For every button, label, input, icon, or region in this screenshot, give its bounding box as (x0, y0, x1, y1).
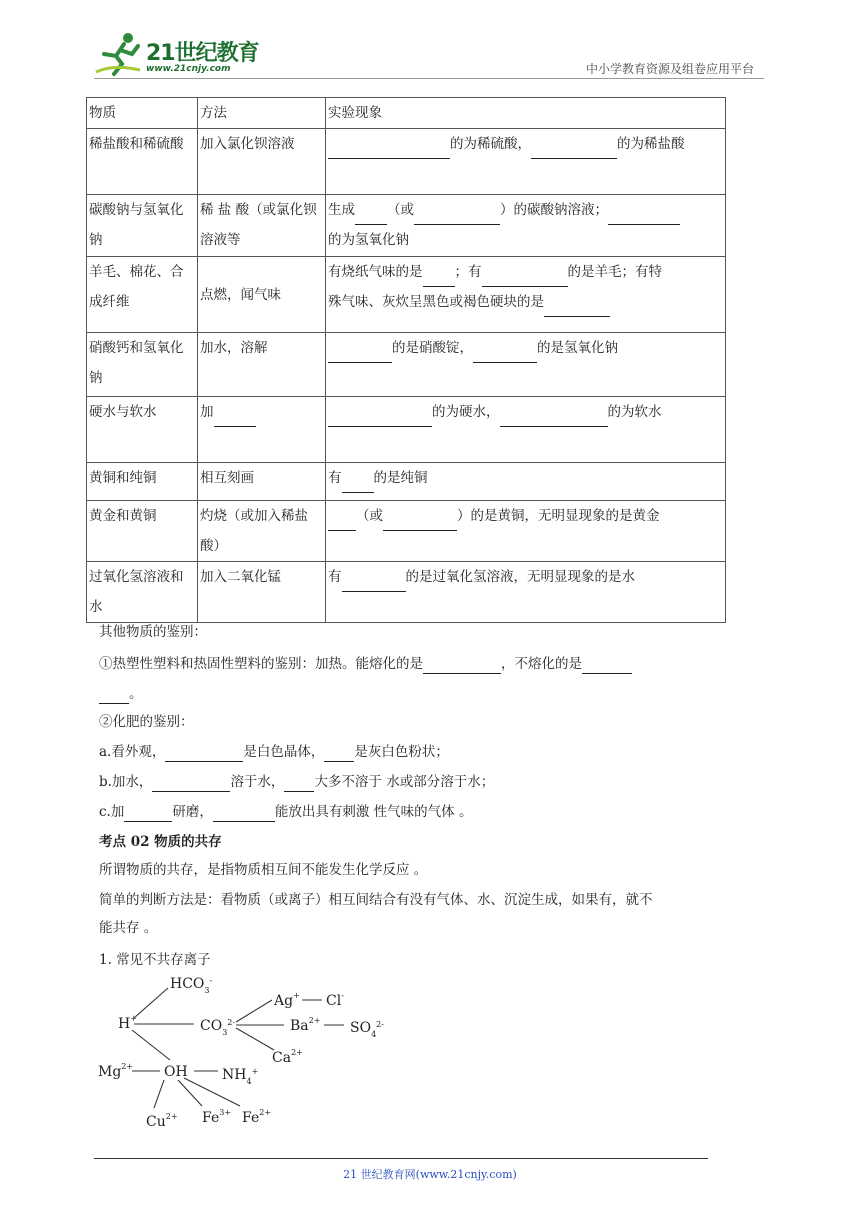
phenomenon-text: （或 (387, 202, 414, 218)
cell-phenomenon (326, 333, 726, 397)
table-header-row (87, 98, 726, 129)
cell-substance: 硝酸钙和氢氧化钠 (87, 333, 198, 397)
plastic-identification-cont (99, 684, 143, 704)
diagram-lines (132, 988, 344, 1108)
header-method: 方法 (198, 98, 326, 129)
cell-substance: 碳酸钠与氢氧化钠 (87, 195, 198, 257)
answer-blank[interactable] (423, 655, 501, 674)
cell-phenomenon (326, 562, 726, 623)
ion-ca: $Ca^{2+}$ (272, 1048, 303, 1066)
answer-blank[interactable] (165, 743, 243, 762)
phenomenon-text: 的是羊毛；有特 (567, 264, 662, 280)
body-text: 。 (129, 686, 143, 702)
cell-phenomenon (326, 257, 726, 333)
phenomenon-text: 的为氢氧化钠 (328, 232, 409, 248)
phenomenon-text: （或 (356, 508, 383, 524)
table-row (87, 562, 726, 623)
cell-phenomenon (326, 501, 726, 562)
list-item-title: 1. 常见不共存离子 (99, 952, 211, 968)
answer-blank[interactable] (582, 655, 632, 674)
cell-method: 相互刻画 (198, 463, 326, 501)
other-identification-heading: 其他物质的鉴别： (99, 624, 207, 640)
ion-hco3: $HCO_3^-$ (170, 976, 213, 995)
cell-substance: 过氧化氢溶液和水 (87, 562, 198, 623)
ion-nh4: $NH_4^+$ (222, 1067, 259, 1086)
phenomenon-text: 有 (328, 470, 342, 486)
answer-blank[interactable] (608, 206, 680, 225)
answer-blank[interactable] (152, 773, 230, 792)
answer-blank[interactable] (531, 140, 617, 159)
answer-blank[interactable] (342, 474, 374, 493)
table-row (87, 257, 726, 333)
ion-oh: OH (164, 1064, 188, 1080)
header-substance: 物质 (87, 98, 198, 129)
answer-blank[interactable] (473, 344, 537, 363)
ion-mg: $Mg^{2+}$ (98, 1062, 134, 1080)
answer-blank[interactable] (342, 573, 406, 592)
answer-blank[interactable] (328, 140, 450, 159)
answer-blank[interactable] (355, 206, 387, 225)
ion-ag: Ag+ (274, 991, 300, 1009)
phenomenon-text: ；有 (454, 264, 482, 280)
cell-method: 点燃，闻气味 (198, 257, 326, 333)
answer-blank[interactable] (414, 206, 500, 225)
answer-blank[interactable] (99, 685, 129, 704)
logo-url: www.21cnjy.com (146, 64, 231, 74)
coexistence-definition: 所谓物质的共存，是指物质相互间不能发生化学反应 。 (99, 862, 428, 878)
phenomenon-text: 的是硝酸锭， (392, 340, 473, 356)
section-title: 考点 02 物质的共存 (99, 834, 222, 850)
platform-name: 中小学教育资源及组卷应用平台 (585, 62, 754, 76)
logo (94, 30, 264, 78)
answer-blank[interactable] (328, 344, 392, 363)
body-text: 大多不溶于 水或部分溶于水； (314, 774, 495, 790)
body-text: 是白色晶体， (243, 744, 325, 760)
phenomenon-text: 殊气味、灰炊呈黑色或褐色硬块的是 (328, 294, 544, 310)
answer-blank[interactable] (500, 408, 608, 427)
runner-logo-icon (94, 30, 144, 76)
table-row (87, 463, 726, 501)
answer-blank[interactable] (124, 803, 172, 822)
answer-blank[interactable] (213, 803, 275, 822)
phenomenon-text: 的是氢氧化钠 (537, 340, 618, 356)
cell-method: 加水，溶解 (198, 333, 326, 397)
footer-divider (94, 1158, 708, 1159)
phenomenon-text: 有烧纸气味的是 (328, 264, 423, 280)
cell-method: 稀 盐 酸（或氯化钡溶液等 (198, 195, 326, 257)
judgement-method: 简单的判断方法是：看物质（或离子）相互间结合有没有气体、水、沉淀生成，如果有，就不 (99, 892, 653, 908)
answer-blank[interactable] (324, 743, 354, 762)
phenomenon-text: ）的是黄铜，无明显现象的是黄金 (457, 508, 660, 524)
judgement-method-cont: 能共存 。 (99, 920, 158, 936)
ion-cl: Cl- (326, 991, 344, 1009)
ion-ba: $Ba^{2+}$ (290, 1016, 321, 1034)
ion-cu: $Cu^{2+}$ (146, 1112, 178, 1130)
cell-method: 加入氯化钡溶液 (198, 129, 326, 195)
body-text: b.加水， (99, 774, 153, 790)
body-text: 能放出具有刺激 性气味的气体 。 (274, 804, 473, 820)
ion-fe2: $Fe^{2+}$ (242, 1108, 272, 1126)
phenomenon-text: 生成 (328, 202, 355, 218)
phenomenon-text: 的为软水 (607, 404, 662, 420)
fertilizer-c (99, 802, 472, 822)
phenomenon-text: 的为稀盐酸 (617, 136, 685, 152)
ion-h: H+ (118, 1014, 137, 1032)
identification-table (86, 97, 726, 623)
body-text: ，不熔化的是 (501, 656, 582, 672)
answer-blank[interactable] (383, 512, 457, 531)
table-row (87, 397, 726, 463)
table-row (87, 195, 726, 257)
table-row (87, 501, 726, 562)
cell-method: 加入二氧化锰 (198, 562, 326, 623)
answer-blank[interactable] (544, 298, 610, 317)
ion-fe3: $Fe^{3+}$ (202, 1108, 232, 1126)
logo-title: 21世纪教育 (146, 41, 259, 66)
cell-substance: 黄铜和纯铜 (87, 463, 198, 501)
answer-blank[interactable] (328, 408, 432, 427)
body-text: ①热塑性塑料和热固性塑料的鉴别：加热。能熔化的是 (99, 656, 423, 672)
table-row (87, 129, 726, 195)
cell-phenomenon (326, 397, 726, 463)
answer-blank[interactable] (482, 268, 568, 287)
phenomenon-text: 的为硬水， (432, 404, 500, 420)
answer-blank[interactable] (423, 268, 455, 287)
cell-phenomenon (326, 463, 726, 501)
answer-blank[interactable] (284, 773, 314, 792)
fertilizer-b (99, 772, 494, 792)
phenomenon-text: 的是过氧化氢溶液，无明显现象的是水 (405, 569, 635, 585)
ion-co3: $CO_3^{2-}$ (200, 1018, 236, 1037)
cell-phenomenon (326, 129, 726, 195)
phenomenon-text: 的为稀硫酸， (450, 136, 531, 152)
cell-phenomenon (326, 195, 726, 257)
fertilizer-heading: ②化肥的鉴别： (99, 714, 194, 730)
phenomenon-text: ）的碳酸钠溶液； (500, 202, 608, 218)
ion-diagram (94, 970, 394, 1130)
cell-substance: 硬水与软水 (87, 397, 198, 463)
header-divider (94, 78, 764, 79)
phenomenon-text: 的是纯铜 (373, 470, 428, 486)
method-text: 加 (200, 404, 214, 420)
table-row (87, 333, 726, 397)
answer-blank[interactable] (214, 408, 256, 427)
body-text: a.看外观， (99, 744, 166, 760)
body-text: 是灰白色粉状； (354, 744, 449, 760)
footer-link[interactable]: 21 世纪教育网(www.21cnjy.com) (343, 1168, 517, 1181)
header-phenomenon: 实验现象 (326, 98, 726, 129)
cell-substance: 羊毛、棉花、合成纤维 (87, 257, 198, 333)
answer-blank[interactable] (328, 512, 356, 531)
fertilizer-a (99, 742, 449, 762)
cell-method: 灼烧（或加入稀盐酸） (198, 501, 326, 562)
cell-substance: 黄金和黄铜 (87, 501, 198, 562)
phenomenon-text: 有 (328, 569, 342, 585)
cell-substance: 稀盐酸和稀硫酸 (87, 129, 198, 195)
body-text: 溶于水， (230, 774, 285, 790)
plastic-identification (99, 654, 632, 674)
cell-method (198, 397, 326, 463)
ion-so4: $SO_4^{2-}$ (350, 1020, 384, 1039)
page-header (94, 30, 764, 80)
body-text: c.加 (99, 804, 125, 820)
body-text: 研磨， (172, 804, 213, 820)
